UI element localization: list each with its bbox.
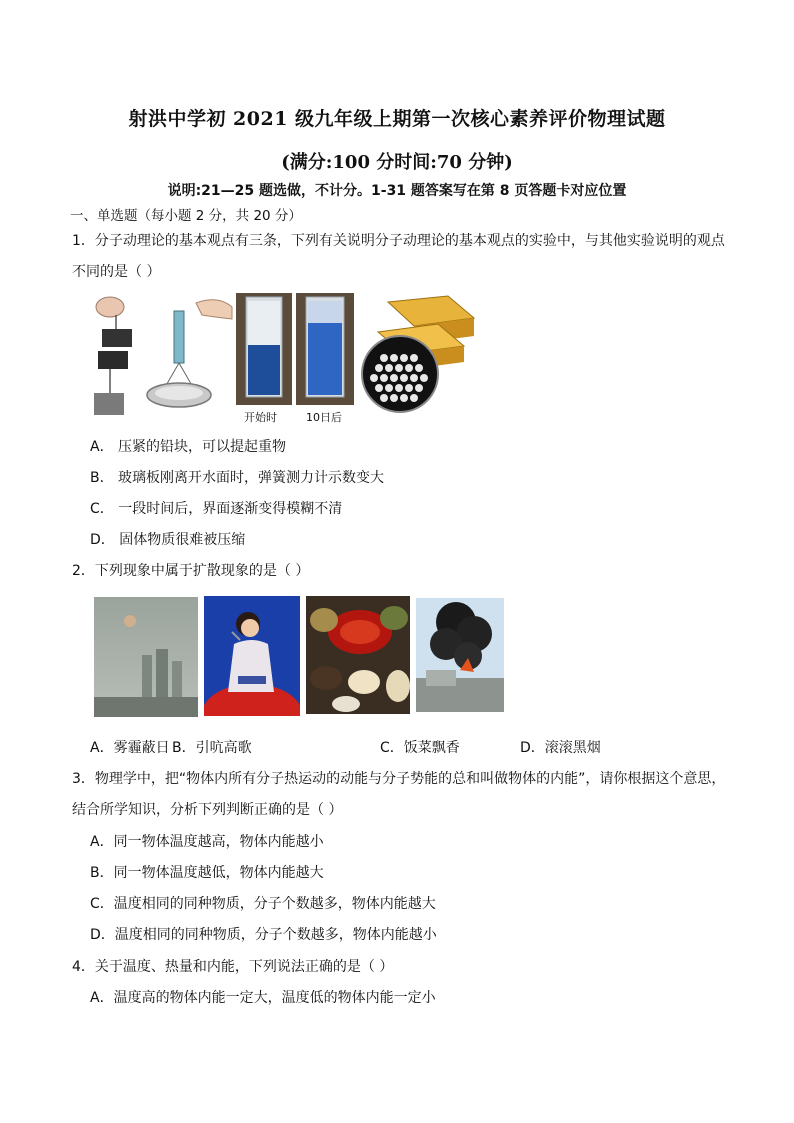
q1-option-c: C． 一段时间后，界面逐渐变得模糊不清 xyxy=(90,501,343,517)
q3-stem-line1: 3．物理学中，把“物体内所有分子热运动的动能与分子势能的总和叫做物体的内能”，请你根据这个意思， xyxy=(72,771,726,787)
q1-option-d: D． 固体物质很难被压缩 xyxy=(90,532,246,548)
page-subtitle: (满分:100 分时间:70 分钟) xyxy=(281,152,513,173)
q4-option-a: A．温度高的物体内能一定大，温度低的物体内能一定小 xyxy=(90,990,436,1006)
q1-caption-after: 10日后 xyxy=(306,411,342,424)
q1-stem-line2: 不同的是（ ） xyxy=(72,264,161,280)
q1-caption-start: 开始时 xyxy=(244,411,277,424)
q2-figure-food xyxy=(306,596,410,714)
q1-figure-spring-scale xyxy=(144,293,234,413)
q1-option-b: B． 玻璃板刚离开水面时，弹簧测力计示数变大 xyxy=(90,470,385,486)
q1-figure-lead-blocks xyxy=(88,293,148,421)
page-title: 射洪中学初 2021 级九年级上期第一次核心素养评价物理试题 xyxy=(128,108,666,130)
q1-stem-line1: 1．分子动理论的基本观点有三条，下列有关说明分子动理论的基本观点的实验中，与其他实验说明的观点 xyxy=(72,233,725,249)
q2-figure-singer xyxy=(204,596,300,716)
q1-option-a: A． 压紧的铅块，可以提起重物 xyxy=(90,439,287,455)
q3-option-b: B．同一物体温度越低，物体内能越大 xyxy=(90,865,324,881)
q4-stem: 4．关于温度、热量和内能，下列说法正确的是（ ） xyxy=(72,959,394,975)
q2-stem: 2．下列现象中属于扩散现象的是（ ） xyxy=(72,563,310,579)
q1-figure-gold-molecules xyxy=(358,292,484,416)
exam-note: 说明:21—25 题选做，不计分。1-31 题答案写在第 8 页答题卡对应位置 xyxy=(167,183,627,199)
q1-figure-beaker-start xyxy=(236,293,292,405)
q2-figure-haze xyxy=(94,597,198,717)
q3-option-a: A．同一物体温度越高，物体内能越小 xyxy=(90,834,324,850)
q2-option-c: C．饭菜飘香 xyxy=(380,740,460,756)
q3-stem-line2: 结合所学知识，分析下列判断正确的是（ ） xyxy=(72,802,343,818)
q2-option-d: D．滚滚黑烟 xyxy=(520,740,601,756)
q2-figure-smoke xyxy=(416,598,504,712)
q1-figure-beaker-after xyxy=(296,293,354,405)
section-title: 一、单选题（每小题 2 分，共 20 分） xyxy=(70,208,302,224)
q3-option-c: C．温度相同的同种物质，分子个数越多，物体内能越大 xyxy=(90,896,436,912)
q3-option-d: D．温度相同的同种物质，分子个数越多，物体内能越小 xyxy=(90,927,437,943)
q2-option-a: A．雾霾蔽日 xyxy=(90,740,170,756)
q2-option-b: B．引吭高歌 xyxy=(172,740,252,756)
